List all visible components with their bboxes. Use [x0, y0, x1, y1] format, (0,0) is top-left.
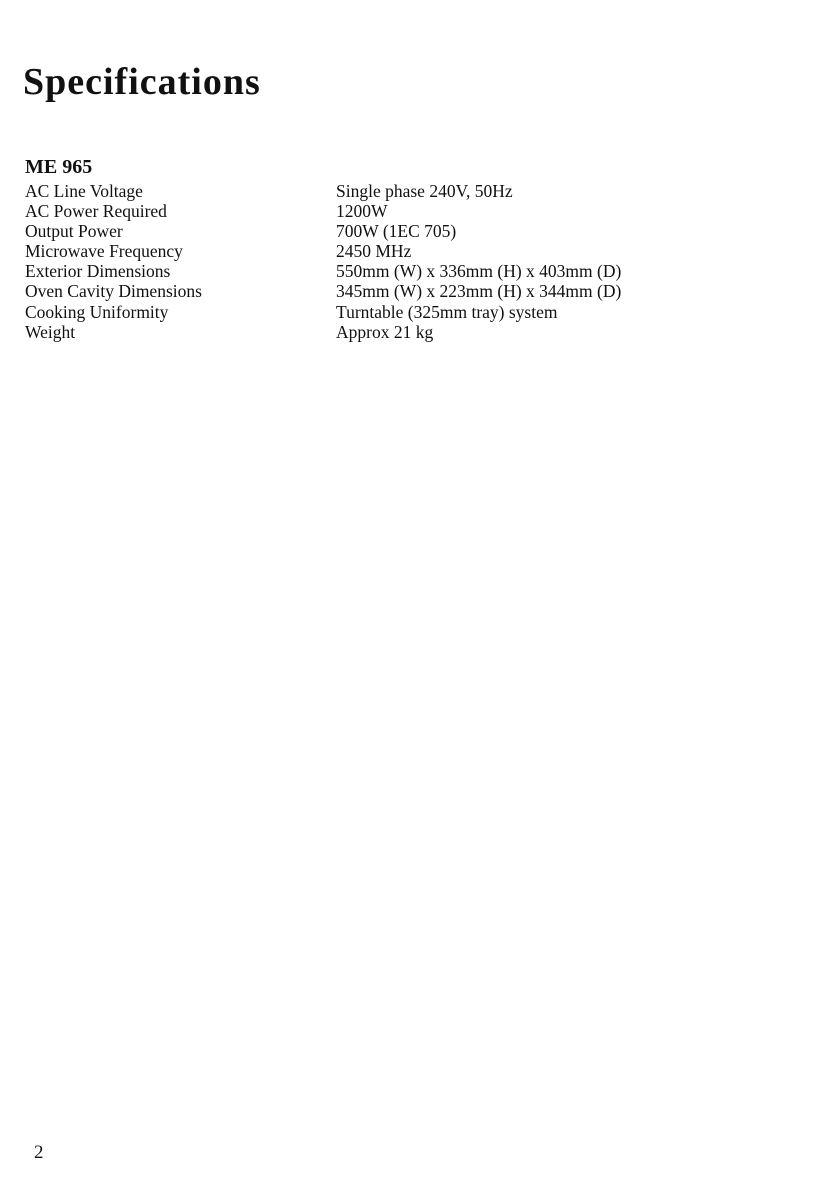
specifications-table: [25, 181, 621, 342]
page-title: Specifications: [23, 61, 261, 103]
spec-row-weight: [25, 322, 621, 342]
spec-row-ac-power-required: [25, 201, 621, 221]
spec-value: 700W (1EC 705): [336, 221, 457, 242]
spec-label: Oven Cavity Dimensions: [25, 281, 202, 302]
spec-row-ac-line-voltage: [25, 181, 621, 201]
spec-value: 1200W: [336, 201, 388, 222]
spec-value: 345mm (W) x 223mm (H) x 344mm (D): [336, 281, 622, 302]
spec-label: Output Power: [25, 221, 123, 242]
model-heading: ME 965: [25, 156, 93, 178]
spec-value: Single phase 240V, 50Hz: [336, 181, 513, 201]
spec-label: Weight: [25, 321, 76, 342]
spec-row-cooking-uniformity: [25, 302, 621, 322]
spec-label: AC Line Voltage: [25, 181, 143, 201]
spec-row-exterior-dimensions: [25, 261, 621, 281]
spec-label: Cooking Uniformity: [25, 301, 169, 322]
spec-value: Approx 21 kg: [336, 321, 434, 342]
spec-value: 550mm (W) x 336mm (H) x 403mm (D): [336, 261, 622, 282]
spec-label: Microwave Frequency: [25, 241, 183, 262]
spec-value: 2450 MHz: [336, 241, 412, 262]
spec-row-microwave-frequency: [25, 241, 621, 261]
spec-row-oven-cavity-dimensions: [25, 281, 621, 301]
page-number: 2: [34, 1142, 44, 1163]
spec-row-output-power: [25, 221, 621, 241]
spec-value: Turntable (325mm tray) system: [336, 301, 558, 322]
spec-label: Exterior Dimensions: [25, 261, 171, 282]
spec-label: AC Power Required: [25, 201, 167, 222]
